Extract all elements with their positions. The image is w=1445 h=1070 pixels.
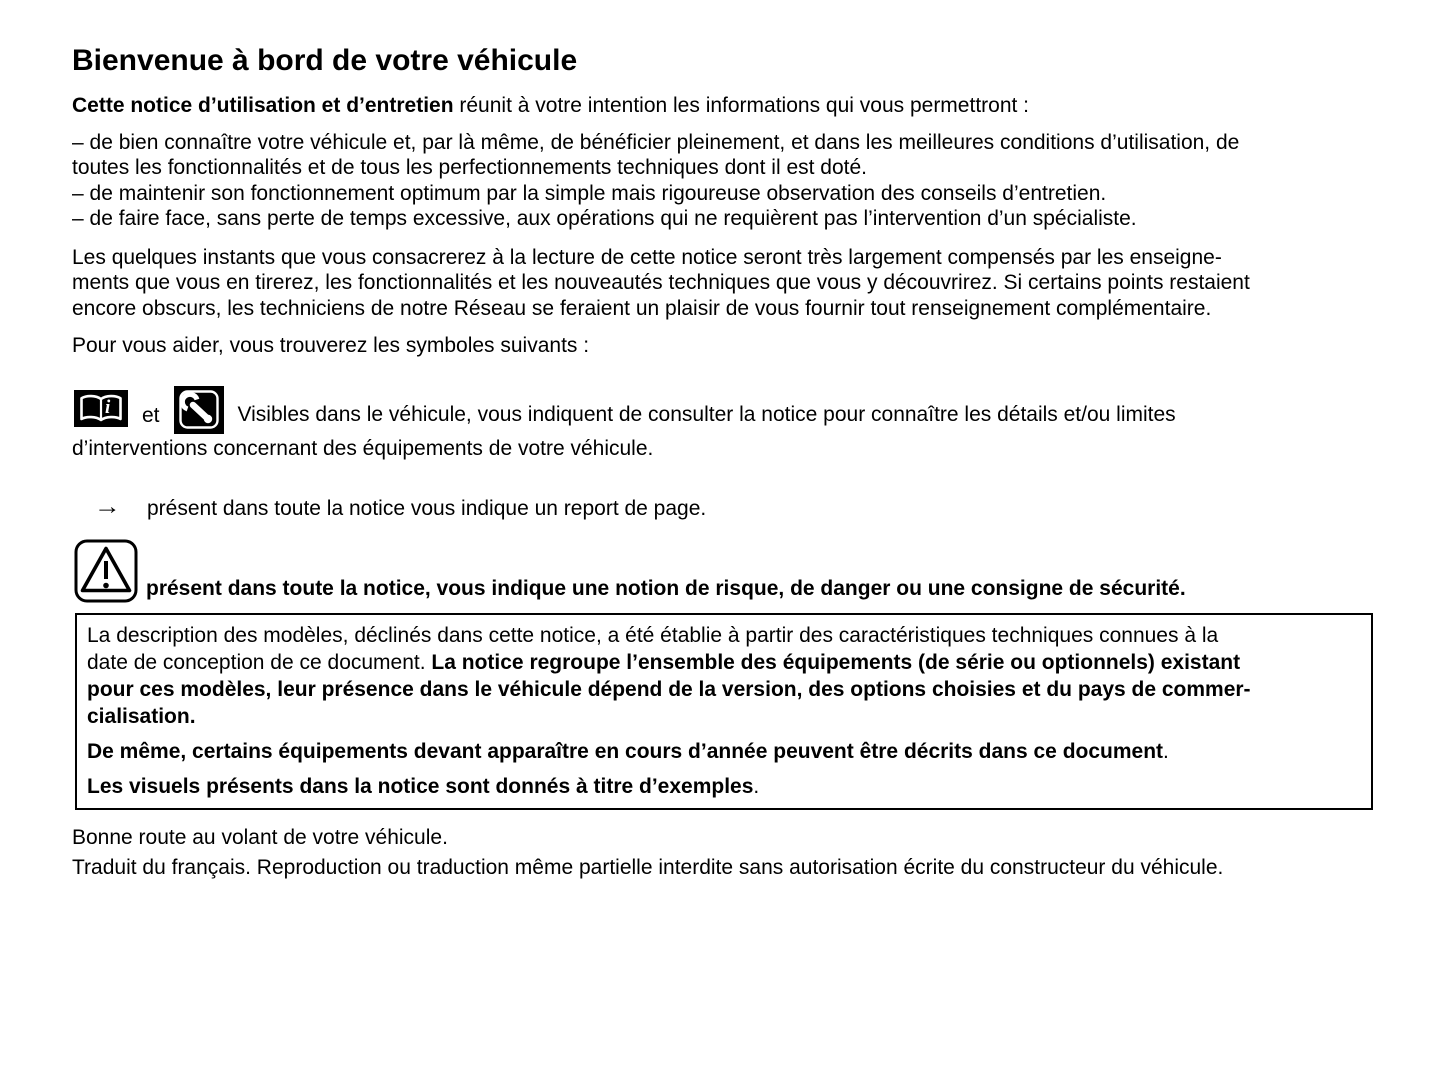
workshop-wrench-icon — [174, 386, 224, 434]
warning-triangle-icon — [74, 539, 138, 603]
page-title: Bienvenue à bord de votre véhicule — [72, 44, 578, 77]
benefit-line: – de maintenir son fonctionnement optimum par la simple mais rigoureuse observation des conseils d’entretien. — [72, 181, 1107, 205]
notice-line: La description des modèles, déclinés dans cette notice, a été établie à partir des caractéristiques techniques connues à la — [87, 623, 1219, 647]
benefit-line: – de bien connaître votre véhicule et, par là même, de bénéficier pleinement, et dans les meilleures conditions d’utilisation, de — [72, 130, 1240, 154]
closing-line: Bonne route au volant de votre véhicule. — [72, 825, 448, 849]
notice-p3-bold: Les visuels présents dans la notice sont donnés à titre d’exemples — [87, 774, 754, 798]
intro-bold-lead: Cette notice d’utilisation et d’entretien — [72, 94, 454, 117]
and-word: et — [142, 404, 160, 427]
reading-line: encore obscurs, les techniciens de notre Réseau se feraient un plaisir de vous fournir tout renseignement complémentaire. — [72, 296, 1212, 320]
intro-rest: réunit à votre intention les informations qui vous permettront : — [453, 94, 1030, 117]
safety-row — [74, 539, 1375, 603]
notice-p2-end: . — [1163, 739, 1169, 763]
intro-paragraph — [72, 93, 1375, 119]
symbols-row — [74, 386, 1375, 434]
legal-line: Traduit du français. Reproduction ou traduction même partielle interdite sans autorisation écrite du constructeur du véhicule. — [72, 856, 1224, 879]
symbols-text-line2: d’interventions concernant des équipements de votre véhicule. — [72, 436, 654, 460]
notice-paragraph-3 — [87, 773, 1359, 800]
benefit-line: – de faire face, sans perte de temps excessive, aux opérations qui ne requièrent pas l’intervention d’un spécialiste. — [72, 207, 1137, 230]
symbols-intro: Pour vous aider, vous trouverez les symboles suivants : — [72, 334, 590, 357]
notice-line: cialisation. — [87, 704, 196, 728]
safety-text: présent dans toute la notice, vous indique une notion de risque, de danger ou une consigne de sécurité. — [146, 577, 1186, 600]
notice-p2-bold: De même, certains équipements devant apparaître en cours d’année peuvent être décrits dans ce document — [87, 739, 1164, 763]
reading-line: Les quelques instants que vous consacrerez à la lecture de cette notice seront très largement compensés par les enseigne- — [72, 245, 1222, 269]
page-reference-row — [94, 494, 1375, 522]
handbook-info-icon — [74, 390, 128, 427]
benefits-list — [72, 130, 1375, 232]
notice-p3-end: . — [753, 774, 760, 798]
benefit-line: toutes les fonctionnalités et de tous les perfectionnements techniques dont il est doté. — [72, 156, 867, 179]
notice-box — [75, 613, 1373, 810]
svg-text:i: i — [105, 396, 111, 418]
notice-line — [87, 649, 1359, 676]
notice-line-regular: date de conception de ce document. — [87, 650, 432, 674]
page-reference-arrow-icon: → — [94, 493, 121, 519]
reading-paragraph — [72, 245, 1375, 322]
notice-line: pour ces modèles, leur présence dans le véhicule dépend de la version, des options choisies et du pays de commer- — [87, 677, 1251, 701]
notice-line-bold: La notice regroupe l’ensemble des équipements (de série ou optionnels) existant — [431, 650, 1241, 674]
notice-paragraph-2 — [87, 738, 1359, 765]
page-reference-text: présent dans toute la notice vous indique un report de page. — [147, 497, 707, 520]
reading-line: ments que vous en tirerez, les fonctionnalités et les nouveautés techniques que vous y découvrirez. Si certains points restaient — [72, 271, 1250, 294]
symbols-text-line1: Visibles dans le véhicule, vous indiquent de consulter la notice pour connaître les détails et/ou limites — [237, 403, 1176, 426]
